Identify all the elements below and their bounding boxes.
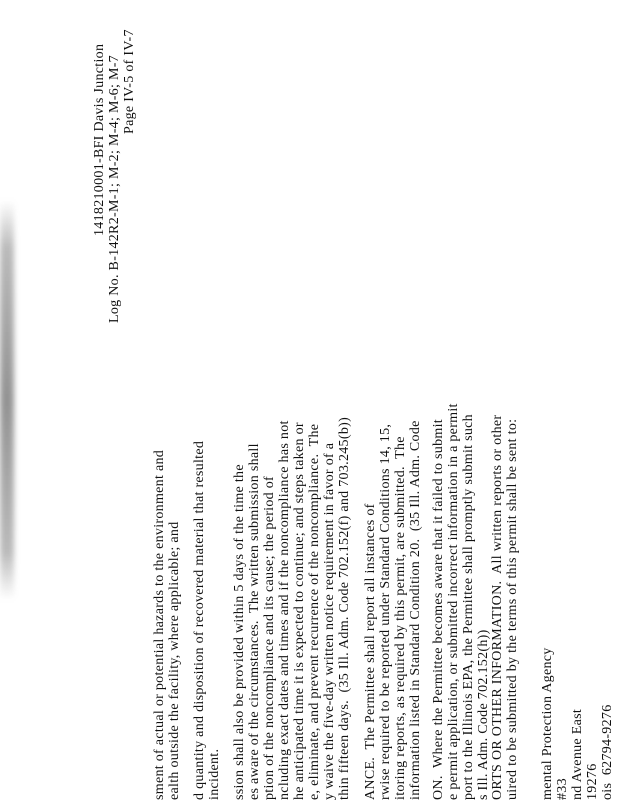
other-noncompliance-line-3: itoring reports, as required by this permit, are submitted. The — [393, 436, 408, 800]
reports-heading-line-2: uired to be submitted by the terms of this permit shall be sent to: — [505, 418, 520, 800]
address-line-3: nd Avenue East — [570, 708, 585, 800]
header-log-number: Log No. B-142R2-M-1; M-2; M-4; M-6; M-7 — [107, 55, 122, 323]
address-line-2: #33 — [555, 778, 570, 800]
other-noncompliance-line-4: information listed in Standard Condition 20. (35 Ill. Adm. Code — [408, 420, 423, 800]
written-submission-line-6: e, eliminate, and prevent recurrence of the noncompliance. The — [307, 423, 322, 800]
written-submission-line-5: he anticipated time it is expected to continue; and steps taken or — [292, 422, 307, 800]
header-page-number: Page IV-5 of IV-7 — [122, 29, 137, 134]
reports-heading-line-1: ORTS OR OTHER INFORMATION. All written reports or other — [490, 414, 505, 800]
other-noncompliance-line-1: ANCE. The Permittee shall report all instances of — [363, 503, 378, 800]
item-c-line-2: incident. — [207, 748, 222, 800]
written-submission-line-4: ncluding exact dates and times and if the noncompliance has not — [277, 420, 292, 800]
address-line-4: 19276 — [585, 763, 600, 800]
written-submission-line-2: es aware of the circumstances. The written submission shall — [247, 443, 262, 800]
other-information-line-1: ON. Where the Permittee becomes aware that it failed to submit — [431, 419, 446, 800]
written-submission-line-8: thin fifteen days. (35 Ill. Adm. Code 702.152(f) and 703.245(b)) — [337, 416, 352, 800]
other-noncompliance-line-2: rwise required to be reported under Standard Conditions 14, 15, — [378, 423, 393, 800]
other-information-line-4: s Ill. Adm. Code 702.152(h)) — [476, 629, 491, 800]
item-c-line-1: d quantity and disposition of recovered material that resulted — [192, 440, 207, 800]
scan-smear-artifact — [0, 200, 14, 600]
other-information-line-2: e permit application, or submitted incorrect information in a permit — [446, 403, 461, 800]
written-submission-line-1: ssion shall also be provided within 5 days of the time the — [232, 464, 247, 800]
address-line-1: mental Protection Agency — [540, 647, 555, 800]
other-information-line-3: port to the Illinois EPA, the Permittee shall promptly submit such — [461, 414, 476, 800]
written-submission-line-7: y waive the five-day written notice requirement in favor of a — [322, 442, 337, 800]
written-submission-line-3: ption of the noncompliance and its cause; the period of — [262, 475, 277, 800]
address-line-5: ois 62794-9276 — [600, 704, 615, 800]
item-b-line-1: sment of actual or potential hazards to the environment and — [152, 449, 167, 800]
header-permit-number: 1418210001-BFI Davis Junction — [92, 43, 107, 236]
item-b-line-2: ealth outside the facility, where applicable; and — [167, 521, 182, 800]
